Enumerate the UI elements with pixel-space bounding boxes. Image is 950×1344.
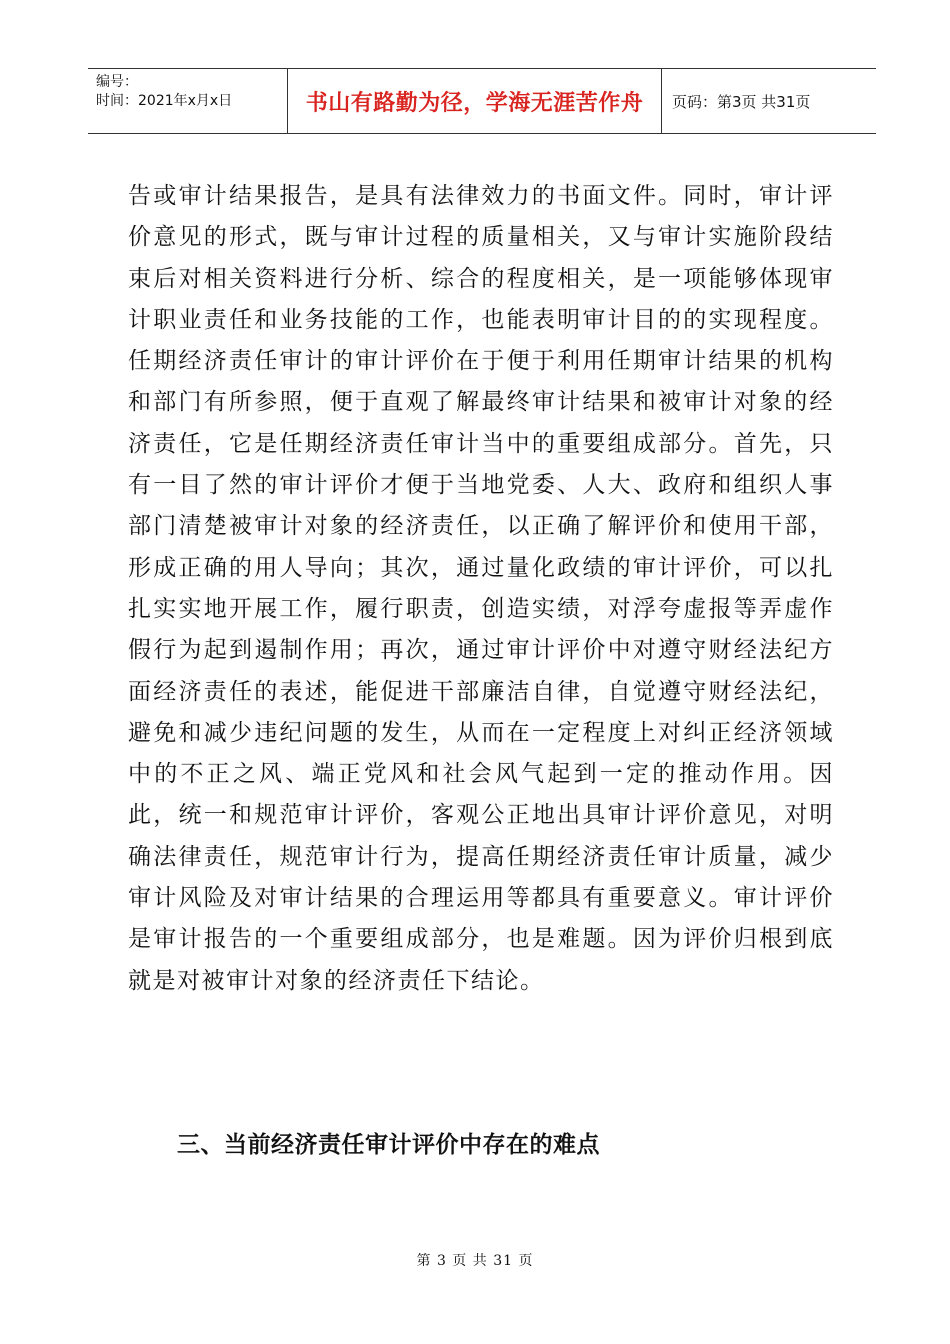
body-paragraph: 告或审计结果报告，是具有法律效力的书面文件。同时，审计评价意见的形式，既与审计过程的质量相关，又与审计实施阶段结束后对相关资料进行分析、综合的程度相关，是一项能够体现审计职业责任和业务技能的工作，也能表明审计目的的实现程度。任期经济责任审计的审计评价在于便于利用任期审计结果的机构和部门有所参照，便于直观了解最终审计结果和被审计对象的经济责任，它是任期经济责任审计当中的重要组成部分。首先，只有一目了然的审计评价才便于当地党委、人大、政府和组织人事部门清楚被审计对象的经济责任，以正确了解评价和使用干部，形成正确的用人导向；其次，通过量化政绩的审计评价，可以扎扎实实地开展工作，履行职责，创造实绩，对浮夸虚报等弄虚作假行为起到遏制作用；再次，通过审计评价中对遵守财经法纪方面经济责任的表述，能促进干部廉洁自律，自觉遵守财经法纪，避免和减少违纪问题的发生，从而在一定程度上对纠正经济领域中的不正之风、端正党风和社会风气起到一定的推动作用。因此，统一和规范审计评价，客观公正地出具审计评价意见，对明确法律责任，规范审计行为，提高任期经济责任审计质量，减少审计风险及对审计结果的合理运用等都具有重要意义。审计评价是审计报告的一个重要组成部分，也是难题。因为评价归根到底就是对被审计对象的经济责任下结论。 <box>128 183 834 994</box>
document-number-label: 编号： <box>96 74 138 90</box>
section-heading: 三、当前经济责任审计评价中存在的难点 <box>177 1132 600 1158</box>
header-meta-cell <box>88 69 288 133</box>
page-header <box>88 68 876 134</box>
page-footer: 第 3 页 共 31 页 <box>416 1253 534 1269</box>
header-motto: 书山有路勤为径，学海无涯苦作舟 <box>288 69 662 133</box>
document-time-label: 时间：2021年x月x日 <box>96 93 233 109</box>
header-page-info: 页码：第3页 共31页 <box>672 92 811 111</box>
